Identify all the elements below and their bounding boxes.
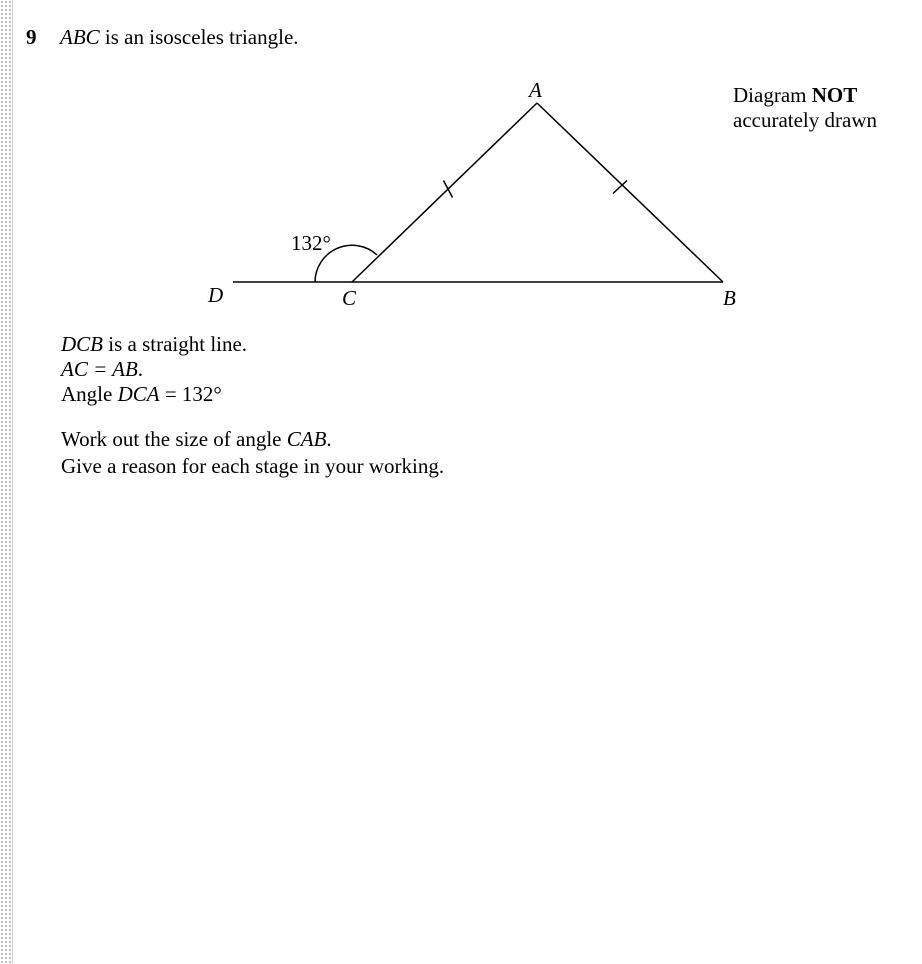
side-ca xyxy=(352,103,537,282)
task-line-2: Give a reason for each stage in your working. xyxy=(61,454,445,478)
statement-3-italic: DCA xyxy=(117,382,160,406)
triangle-diagram xyxy=(0,0,922,340)
note-prefix: Diagram xyxy=(733,83,812,107)
statement-1-text: is a straight line. xyxy=(103,332,248,356)
vertex-label-b: B xyxy=(723,286,736,310)
vertex-label-c: C xyxy=(342,286,357,310)
intro-text: is an isosceles triangle. xyxy=(99,25,299,49)
intro-vertices: ABC xyxy=(60,25,100,49)
vertex-label-a: A xyxy=(529,78,542,102)
task-1-suffix: . xyxy=(326,427,332,451)
given-statements xyxy=(61,332,247,407)
note-line-2: accurately drawn xyxy=(733,108,877,132)
note-not: NOT xyxy=(811,83,858,107)
statement-2-italic: AC = AB xyxy=(61,357,138,381)
statement-equal-sides xyxy=(61,357,247,382)
tick-mark-ac xyxy=(444,181,453,198)
task-instructions xyxy=(61,426,444,480)
statement-2-text: . xyxy=(137,357,144,381)
side-ab xyxy=(537,103,723,282)
statement-straight-line xyxy=(61,332,247,357)
angle-label-132: 132° xyxy=(291,231,331,255)
task-1-prefix: Work out the size of angle xyxy=(61,427,287,451)
task-line-1 xyxy=(61,426,444,453)
statement-3-prefix: Angle xyxy=(61,382,118,406)
statement-3-text: = 132° xyxy=(159,382,222,406)
task-1-italic: CAB xyxy=(286,427,327,451)
statement-1-italic: DCB xyxy=(61,332,103,356)
statement-angle xyxy=(61,382,247,407)
question-number: 9 xyxy=(26,25,37,49)
vertex-label-d: D xyxy=(208,283,224,307)
